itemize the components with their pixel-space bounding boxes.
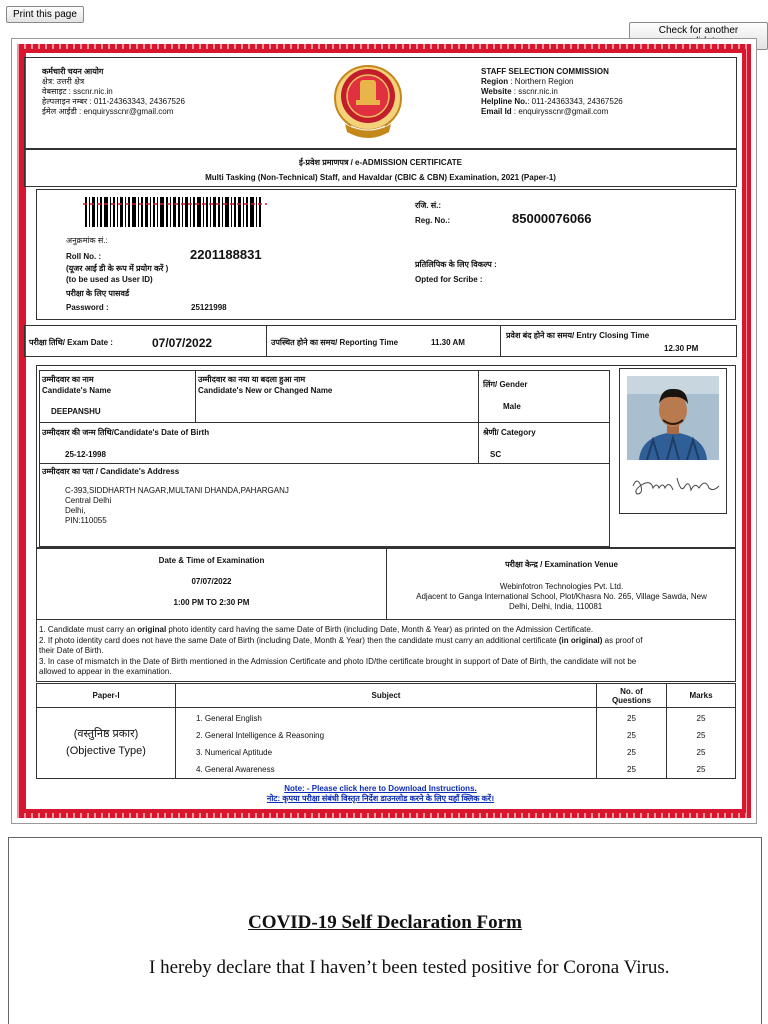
download-instructions-link-en[interactable]: Note: - Please click here to Download Instructions. — [284, 784, 477, 793]
entry-closing-time: 12.30 PM — [664, 344, 699, 353]
barcode — [83, 197, 267, 227]
subjects-table — [36, 683, 736, 779]
download-instructions-link-hi[interactable]: नोट: कृपया परीक्षा संबंधी विस्तृत निर्देश डाउनलोड करने के लिए यहाँ क्लिक करें। — [266, 794, 495, 803]
date-of-birth: 25-12-1998 — [65, 450, 106, 459]
candidate-table: उम्मीदवार का नाम Candidate's Name DEEPANSHU उम्मीदवार का नया या बदला हुआ नाम Candidate's New or Changed Name लिंग/ Gender Male उम्मीदवार की जन्म तिथि/Candidate's Date of Birth 25-12-1998 श्रेणी/ Category SC उम्मीदवार का पता / Candidate's Address C-393,SIDDHARTH NAGAR,MULTANI DHANDA,PAHARGANJ Central Delhi Delhi, PIN:110055 — [39, 370, 610, 547]
print-page-button[interactable]: Print this page — [6, 6, 84, 23]
subject-item: 3. Numerical Aptitude — [196, 748, 273, 757]
venue-address: Delhi, Delhi, India, 110081 — [509, 602, 603, 611]
address-line: Central Delhi — [65, 496, 112, 505]
paper-type: (वस्तुनिष्ठ प्रकार) (Objective Type) — [37, 708, 176, 779]
address-line: C-393,SIDDHARTH NAGAR,MULTANI DHANDA,PAHARGANJ — [65, 486, 289, 495]
covid-declaration-form — [8, 837, 762, 1024]
registration-number: 85000076066 — [512, 211, 592, 226]
password-value: 25121998 — [191, 303, 227, 312]
address-line: PIN:110055 — [65, 516, 107, 525]
exam-time-venue: Date & Time of Examination 07/07/2022 1:00 PM TO 2:30 PM परीक्षा केन्द्र / Examination Venue Webinfotron Technologies Pvt. Ltd. Adjacent to Ganga International School, Plot/Khasra No. 265, Village Sawda, New Delhi, Delhi, India, 110081 — [36, 548, 736, 620]
certificate-header: कर्मचारी चयन आयोग क्षेत्र: उत्तरी क्षेत्र वेबसाइट : sscnr.nic.in हेल्पलाइन नम्बर : 011-24363343, 24367526 ईमेल आईडी : enquirysscnr@gmail.com STAFF SELECTION COMMISSION Region : Northern Region Website : sscnr.nic.in Helpline No.: 011-24363343, 24367526 Email Id : enquirysscnr@gmail.com — [24, 57, 737, 149]
check-another-candidate-button[interactable]: Check for another — [629, 22, 768, 50]
covid-form-title: COVID-19 Self Declaration Form — [248, 912, 522, 933]
subject-item: 1. General English — [196, 714, 262, 723]
questions-list: 25 25 25 25 — [597, 708, 667, 779]
hindi-org-name: कर्मचारी चयन आयोग — [42, 67, 104, 76]
address-line: Delhi, — [65, 506, 86, 515]
marks-list: 25 25 25 25 — [667, 708, 736, 779]
certificate-title: ई-प्रवेश प्रमाणपत्र / e-ADMISSION CERTIFICATE Multi Tasking (Non-Technical) Staff, and Havaldar (CBIC & CBN) Examination, 2021 (Paper-1) — [24, 149, 737, 187]
category: SC — [490, 450, 502, 459]
ssc-emblem-logo — [323, 62, 413, 144]
candidate-name: DEEPANSHU — [51, 407, 101, 416]
subject-header: Subject — [176, 684, 597, 708]
paper-header: Paper-I — [37, 684, 176, 708]
candidate-signature — [629, 468, 723, 506]
ssc-org-name: STAFF SELECTION COMMISSION — [481, 67, 609, 76]
notes-text: 1. Candidate must carry an original photo identity card having the same Date of Birth (including Date, Month & Year) as printed on the Admission Certificate. 2. If photo identity card does not have the same Date of Birth (including Date, Month & Year) then the candidate must carry an additional certificate (in original) as proof of their Date of Birth. 3. In case of mismatch in the Date of Birth mentioned in the Admission Certificate and photo ID/the certificate brought in support of Date of Birth, the candidate will not be allowed to appear in the examination. — [39, 625, 643, 676]
marks-header: Marks — [667, 684, 736, 708]
venue-name: Webinfotron Technologies Pvt. Ltd. — [499, 582, 624, 591]
covid-declaration-text: I hereby declare that I haven’t been tested positive for Corona Virus. — [149, 957, 670, 978]
venue-address: Adjacent to Ganga International School, Plot/Khasra No. 265, Village Sawda, New — [416, 592, 707, 601]
reporting-time: 11.30 AM — [431, 338, 465, 347]
subject-item: 2. General Intelligence & Reasoning — [196, 731, 325, 740]
exam-time-value: 1:00 PM TO 2:30 PM — [173, 598, 250, 607]
gender: Male — [503, 402, 521, 411]
admission-details: अनुक्रमांक सं.: Roll No. : 2201188831 (यूजर आई डी के रूप में प्रयोग करें ) (to be used as User ID) परीक्षा के लिए पासवर्ड Password : 25121998 रजि. सं.: Reg. No.: 85000076066 प्रतिलिपिक के लिए विकल्प : Opted for Scribe : — [36, 189, 736, 320]
questions-header: No. of Questions — [597, 684, 667, 708]
exam-date: 07/07/2022 — [152, 336, 213, 350]
roll-number: 2201188831 — [190, 247, 262, 262]
subject-list — [176, 708, 597, 779]
exam-date-row: परीक्षा तिथि/ Exam Date : 07/07/2022 उपस्थित होने का समय/ Reporting Time 11.30 AM प्रवेश बंद होने का समय/ Entry Closing Time 12.30 PM — [24, 325, 737, 357]
exam-date-value: 07/07/2022 — [191, 577, 232, 586]
subject-item: 4. General Awareness — [196, 765, 275, 774]
candidate-photo — [627, 376, 719, 460]
